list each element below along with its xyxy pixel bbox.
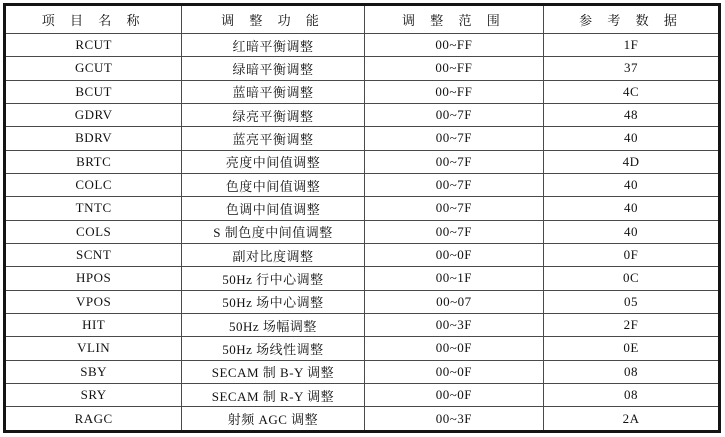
table-row [5, 173, 720, 196]
cell-reference: 0F [544, 243, 720, 266]
cell-range: 00~0F [364, 360, 543, 383]
cell-range: 00~0F [364, 243, 543, 266]
cell-reference: 4D [544, 150, 720, 173]
cell-function: SECAM 制 R-Y 调整 [182, 383, 364, 406]
cell-item-name: BRTC [5, 150, 182, 173]
cell-reference: 40 [544, 220, 720, 243]
table-row [5, 127, 720, 150]
cell-range: 00~0F [364, 383, 543, 406]
cell-range: 00~7F [364, 197, 543, 220]
cell-range: 00~FF [364, 80, 543, 103]
header-adjust-function: 调 整 功 能 [182, 5, 364, 34]
table-row [5, 337, 720, 360]
cell-function: 绿暗平衡调整 [182, 57, 364, 80]
cell-function: 绿亮平衡调整 [182, 103, 364, 126]
cell-item-name: BCUT [5, 80, 182, 103]
cell-reference: 2F [544, 313, 720, 336]
cell-function: 色度中间值调整 [182, 173, 364, 196]
cell-function: 色调中间值调整 [182, 197, 364, 220]
cell-item-name: VLIN [5, 337, 182, 360]
cell-reference: 2A [544, 407, 720, 432]
cell-range: 00~7F [364, 220, 543, 243]
cell-reference: 0E [544, 337, 720, 360]
cell-function: 50Hz 场线性调整 [182, 337, 364, 360]
cell-item-name: TNTC [5, 197, 182, 220]
cell-range: 00~7F [364, 127, 543, 150]
cell-reference: 4C [544, 80, 720, 103]
cell-reference: 40 [544, 173, 720, 196]
table-row [5, 267, 720, 290]
table-row [5, 57, 720, 80]
cell-reference: 08 [544, 360, 720, 383]
cell-function: 副对比度调整 [182, 243, 364, 266]
header-adjust-range: 调 整 范 围 [364, 5, 543, 34]
table-row [5, 290, 720, 313]
table-row [5, 383, 720, 406]
cell-reference: 40 [544, 127, 720, 150]
table-row [5, 407, 720, 432]
cell-function: 蓝暗平衡调整 [182, 80, 364, 103]
cell-range: 00~1F [364, 267, 543, 290]
table-row [5, 34, 720, 57]
cell-item-name: COLC [5, 173, 182, 196]
header-reference-data: 参 考 数 据 [544, 5, 720, 34]
cell-reference: 0C [544, 267, 720, 290]
cell-reference: 05 [544, 290, 720, 313]
cell-function: 50Hz 场幅调整 [182, 313, 364, 336]
cell-range: 00~07 [364, 290, 543, 313]
table-row [5, 313, 720, 336]
table-row [5, 243, 720, 266]
cell-function: 蓝亮平衡调整 [182, 127, 364, 150]
cell-item-name: SBY [5, 360, 182, 383]
cell-item-name: GDRV [5, 103, 182, 126]
cell-function: 射频 AGC 调整 [182, 407, 364, 432]
cell-function: 亮度中间值调整 [182, 150, 364, 173]
table-body [5, 34, 720, 432]
cell-range: 00~7F [364, 150, 543, 173]
cell-item-name: SCNT [5, 243, 182, 266]
cell-item-name: RAGC [5, 407, 182, 432]
cell-item-name: BDRV [5, 127, 182, 150]
cell-item-name: HIT [5, 313, 182, 336]
cell-function: SECAM 制 B-Y 调整 [182, 360, 364, 383]
cell-reference: 48 [544, 103, 720, 126]
cell-function: 50Hz 场中心调整 [182, 290, 364, 313]
cell-item-name: SRY [5, 383, 182, 406]
table-row [5, 220, 720, 243]
cell-range: 00~0F [364, 337, 543, 360]
cell-range: 00~FF [364, 57, 543, 80]
cell-item-name: VPOS [5, 290, 182, 313]
cell-range: 00~7F [364, 103, 543, 126]
cell-reference: 37 [544, 57, 720, 80]
cell-function: 50Hz 行中心调整 [182, 267, 364, 290]
cell-function: 红暗平衡调整 [182, 34, 364, 57]
cell-range: 00~3F [364, 313, 543, 336]
cell-item-name: COLS [5, 220, 182, 243]
cell-range: 00~7F [364, 173, 543, 196]
header-item-name: 项 目 名 称 [5, 5, 182, 34]
table-row [5, 360, 720, 383]
cell-range: 00~FF [364, 34, 543, 57]
cell-item-name: RCUT [5, 34, 182, 57]
table-row [5, 150, 720, 173]
adjustment-parameters-table [3, 3, 721, 433]
cell-reference: 1F [544, 34, 720, 57]
cell-item-name: HPOS [5, 267, 182, 290]
cell-range: 00~3F [364, 407, 543, 432]
cell-reference: 08 [544, 383, 720, 406]
cell-reference: 40 [544, 197, 720, 220]
table-row [5, 197, 720, 220]
cell-function: S 制色度中间值调整 [182, 220, 364, 243]
cell-item-name: GCUT [5, 57, 182, 80]
table-row [5, 80, 720, 103]
table-row [5, 103, 720, 126]
header-row [5, 5, 720, 34]
